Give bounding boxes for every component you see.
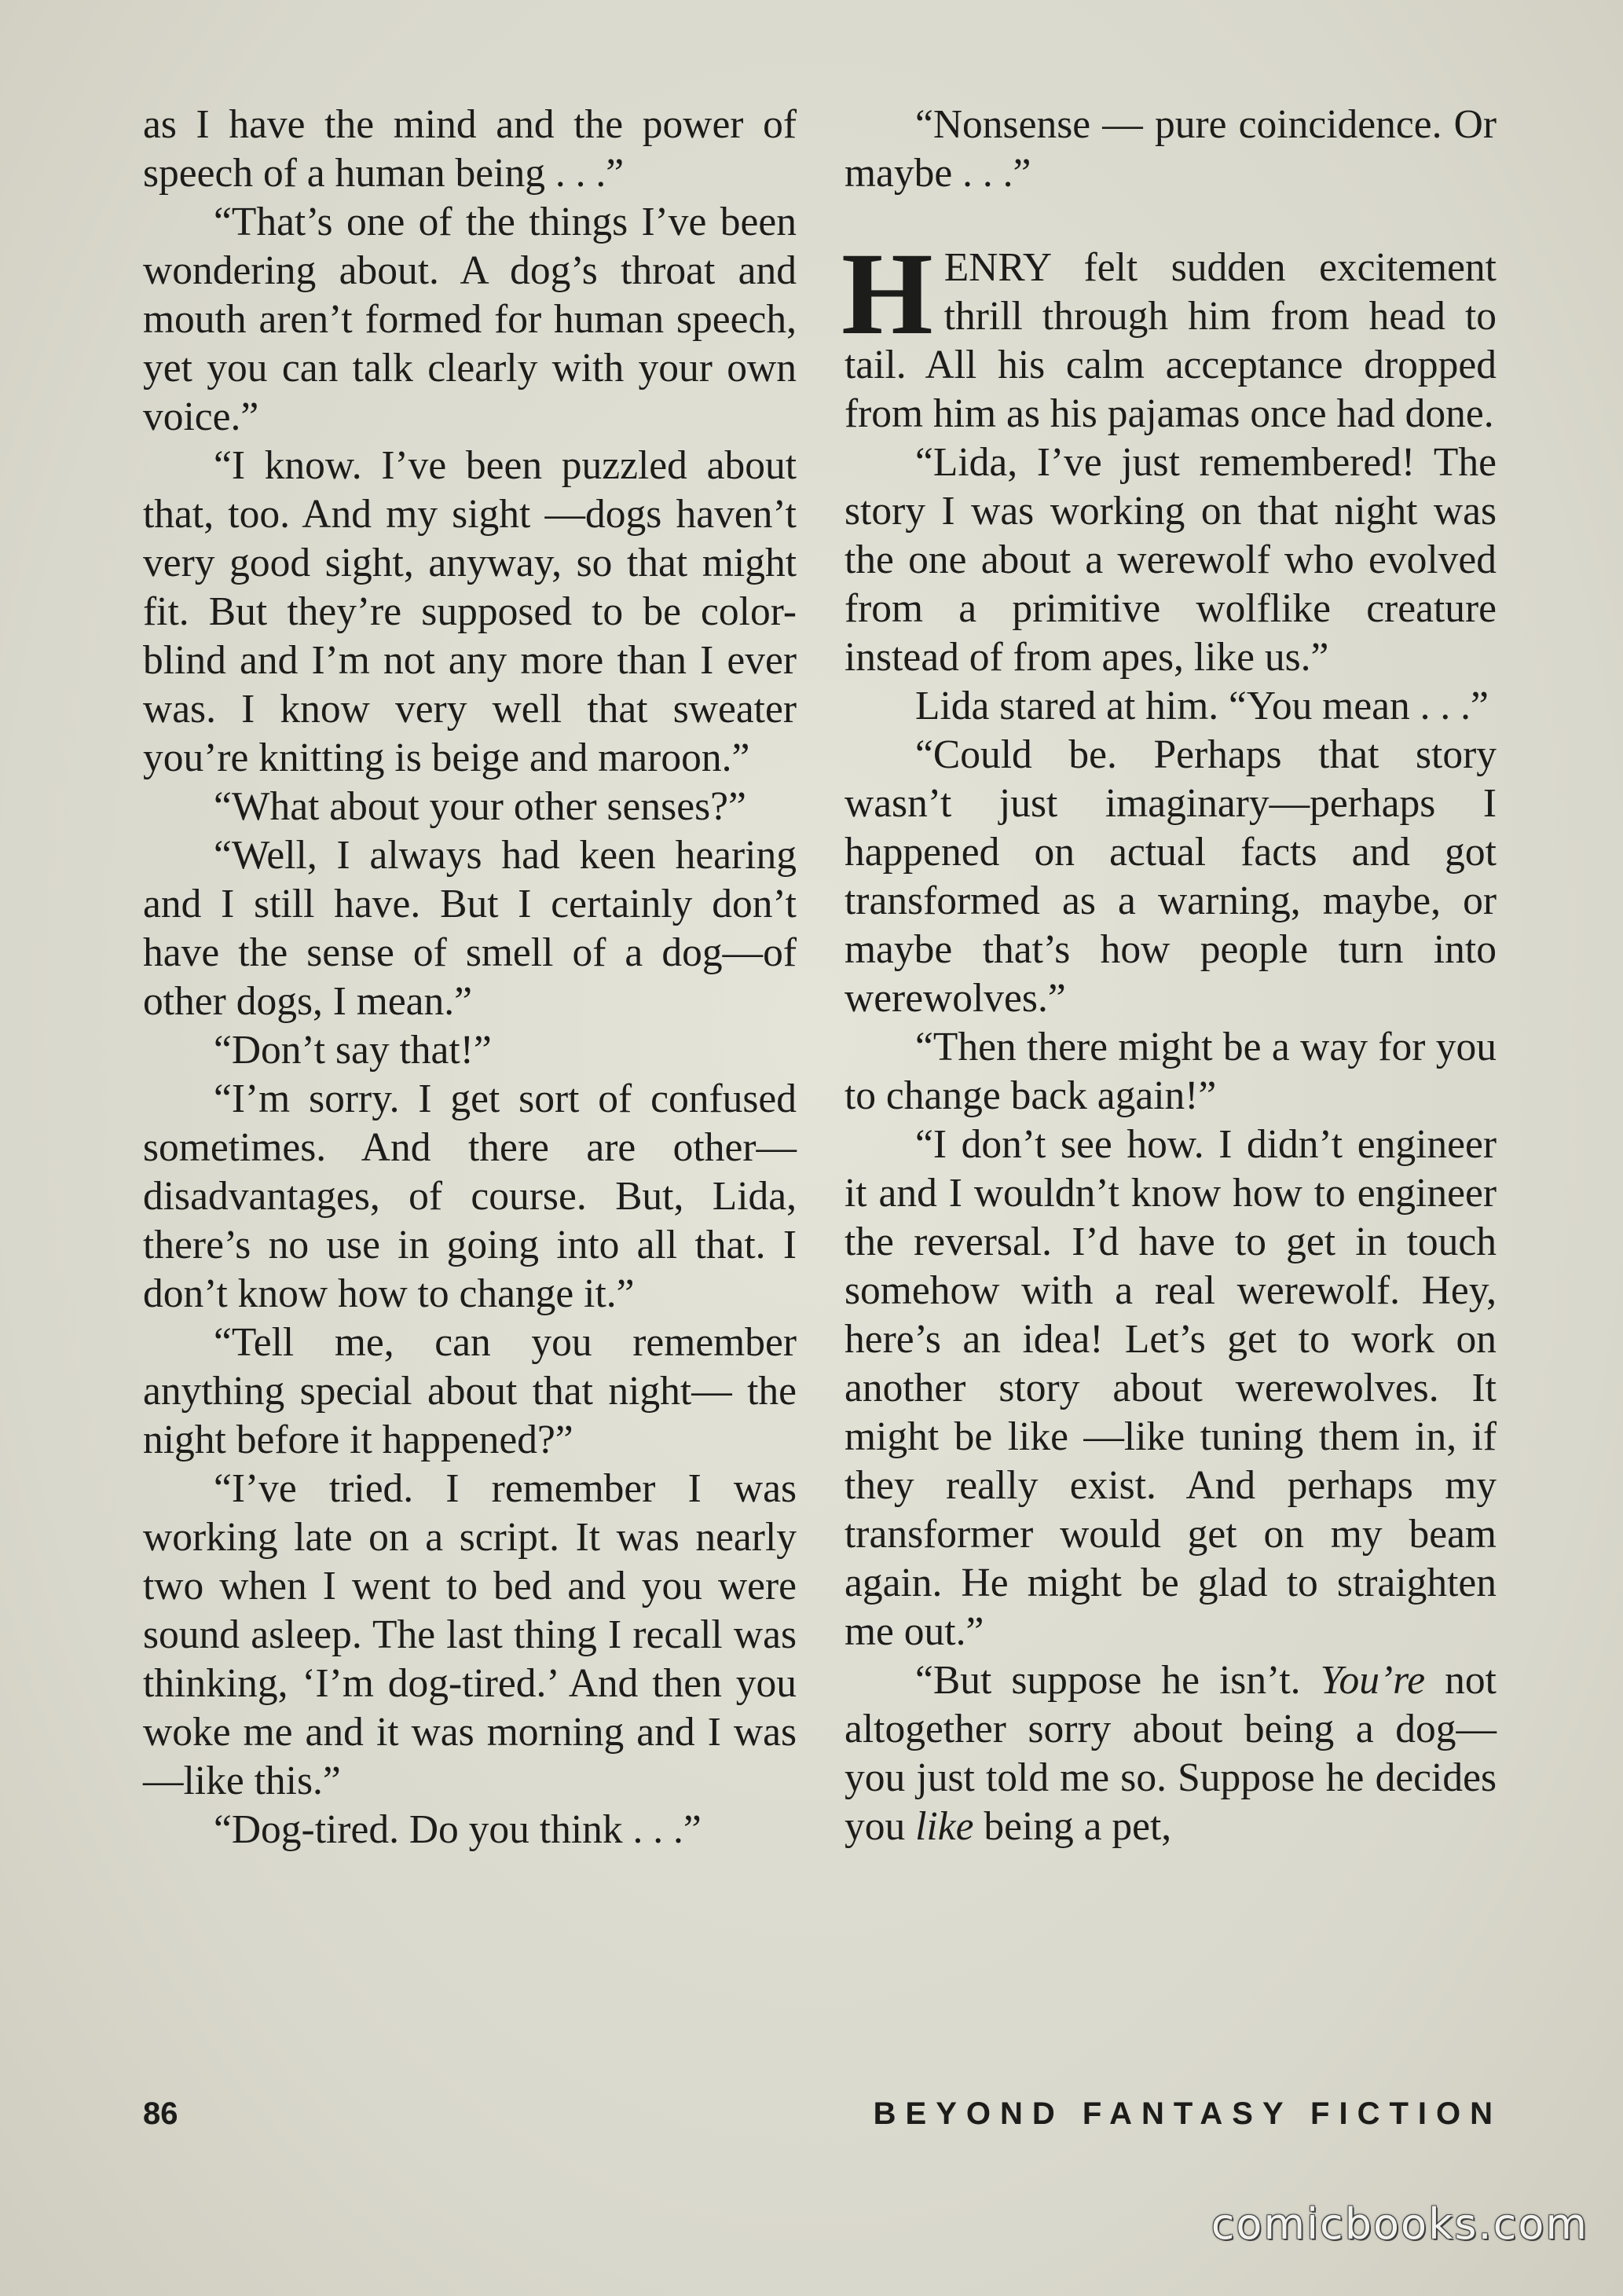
left-column [143, 101, 797, 1854]
paragraph: “I’ve tried. I remember I was working late on a script. It was nearly two when I went to bed and you were sound asleep. The last thing I recall was thinking, ‘I’m dog-tired.’ And then you woke me and it was morning and I was —like this.” [143, 1466, 797, 1803]
italic-text: like [915, 1804, 974, 1849]
paragraph: “That’s one of the things I’ve been wondering about. A dog’s throat and mouth aren’t formed for human speech, yet you can talk clearly with your own voice.” [143, 200, 797, 439]
paragraph: “Tell me, can you remember anything special about that night— the night before it happened?” [143, 1320, 797, 1462]
drop-cap: H [841, 229, 933, 359]
watermark-logo: comicbooks.com [1211, 2199, 1588, 2249]
text-segment: “But suppose he isn’t. [915, 1658, 1321, 1703]
text-segment: not altogether sorry about being a dog—you just told me so. Suppose he decides you [844, 1658, 1497, 1849]
paragraph: as I have the mind and the power of speech of a human being . . .” [143, 102, 797, 196]
paragraph: “Could be. Perhaps that story wasn’t just imaginary—perhaps I happened on actual facts and got transformed as a warning, maybe, or maybe that’s how people turn into werewolves.” [844, 732, 1497, 1021]
drop-cap-paragraph [841, 229, 1497, 438]
right-column [841, 101, 1497, 1851]
paragraph-last [844, 1656, 1497, 1851]
paragraph: “Dog-tired. Do you think . . .” [214, 1807, 702, 1852]
paragraph: “Don’t say that!” [214, 1028, 492, 1073]
paragraph: “What about your other senses?” [214, 784, 746, 829]
magazine-name: BEYOND FANTASY FICTION [873, 2096, 1502, 2131]
paragraph: “I don’t see how. I didn’t engineer it and I wouldn’t know how to engineer the reversal. I’d have to get in touch somehow with a real werewolf. Hey, here’s an idea! Let’s get to work on another story about werewolves. It might be like —like tuning them in, if they really exist. And perhaps my transformer would get on my beam again. He might be glad to straighten me out.” [844, 1122, 1497, 1654]
text-segment: being a pet, [973, 1804, 1172, 1849]
drop-cap-paragraph-text: ENRY felt sudden excitement thrill through him from head to tail. All his calm acceptance dropped from him as his pajamas once had done. [844, 245, 1497, 436]
paragraph: Lida stared at him. “You mean . . .” [915, 684, 1489, 728]
italic-text: You’re [1320, 1658, 1426, 1703]
paragraph: “I know. I’ve been puzzled about that, too. And my sight —dogs haven’t very good sight, anyway, so that might fit. But they’re supposed to be color-blind and I’m not any more than I ever was. I know very well that sweater you’re knitting is beige and maroon.” [143, 443, 797, 780]
paragraph: “Lida, I’ve just remembered! The story I was working on that night was the one about a werewolf who evolved from a primitive wolflike creature instead of from apes, like us.” [844, 440, 1497, 680]
paragraph: “Well, I always had keen hearing and I still have. But I certainly don’t have the sense of smell of a dog—of other dogs, I mean.” [143, 833, 797, 1024]
paragraph: “Nonsense — pure coincidence. Or maybe . . .” [844, 102, 1497, 196]
paragraph: “Then there might be a way for you to change back again!” [844, 1025, 1497, 1118]
page-number: 86 [143, 2096, 178, 2131]
paragraph: “I’m sorry. I get sort of confused sometimes. And there are other—disadvantages, of course. But, Lida, there’s no use in going into all that. I don’t know how to change it.” [143, 1076, 797, 1316]
page-footer [143, 2090, 1502, 2137]
